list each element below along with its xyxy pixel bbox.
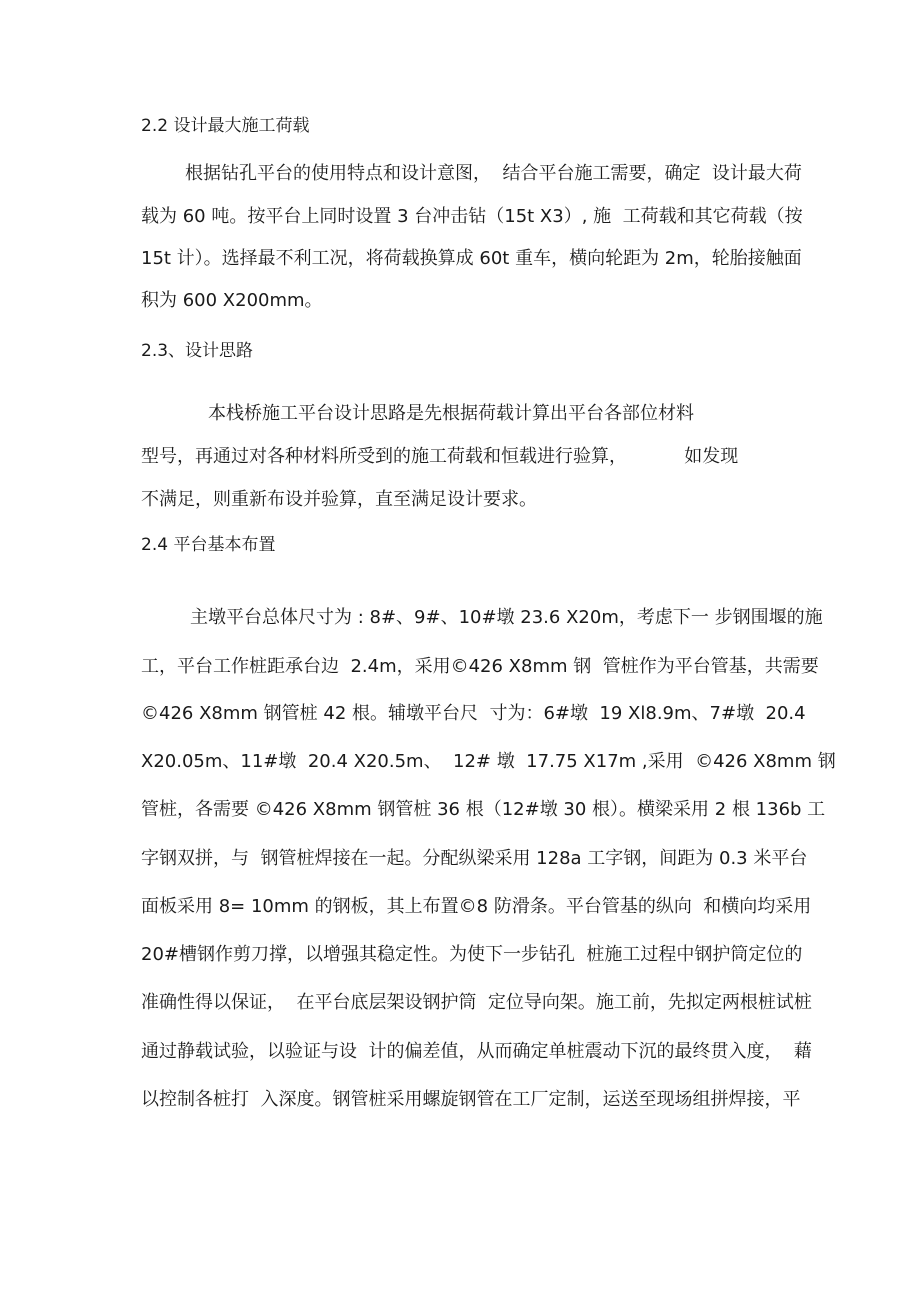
paragraph-line: 字钢双拼，与 钢管桩焊接在一起。分配纵梁采用 128a 工字钢，间距为 0.3 米平台 <box>141 848 808 869</box>
paragraph-line: 不满足，则重新布设并验算，直至满足设计要求。 <box>141 489 537 510</box>
paragraph-line: 主墩平台总体尺寸为 : 8#、9#、10#墩 23.6 X20m，考虑下一 步钢围堰的施 <box>190 607 823 628</box>
paragraph-line: 20#槽钢作剪刀撑，以增强其稳定性。为使下一步钻孔 桩施工过程中钢护筒定位的 <box>141 944 803 965</box>
paragraph-line: 工，平台工作桩距承台边 2.4m，采用©426 X8mm 钢 管桩作为平台管基，共需要 <box>141 656 819 677</box>
section-heading-2-4: 2.4 平台基本布置 <box>141 535 276 555</box>
paragraph-line: 本栈桥施工平台设计思路是先根据荷载计算出平台各部位材料 <box>208 403 694 424</box>
paragraph-line: 积为 600 X200mm。 <box>141 290 323 311</box>
paragraph-line: 管桩，各需要 ©426 X8mm 钢管桩 36 根（12#墩 30 根）。横梁采用 2 根 136b 工 <box>141 799 826 820</box>
paragraph-line: 面板采用 8= 10mm 的钢板，其上布置©8 防滑条。平台管基的纵向 和横向均采用 <box>141 896 812 917</box>
section-heading-2-3: 2.3、设计思路 <box>141 341 254 361</box>
paragraph-line: ©426 X8mm 钢管桩 42 根。辅墩平台尺 寸为：6#墩 19 Xl8.9m、7#墩 20.4 <box>141 703 806 724</box>
paragraph-line: 15t 计）。选择最不利工况，将荷载换算成 60t 重车，横向轮距为 2m，轮胎接触面 <box>141 248 802 269</box>
paragraph-line: 准确性得以保证， 在平台底层架设钢护筒 定位导向架。施工前，先拟定两根桩试桩 <box>141 992 812 1013</box>
paragraph-line: 型号，再通过对各种材料所受到的施工荷载和恒载进行验算， 如发现 <box>141 446 739 467</box>
section-heading-2-2: 2.2 设计最大施工荷载 <box>141 116 310 136</box>
paragraph-line: 以控制各桩打 入深度。钢管桩采用螺旋钢管在工厂定制，运送至现场组拼焊接，平 <box>141 1089 801 1110</box>
paragraph-line: 根据钻孔平台的使用特点和设计意图， 结合平台施工需要，确定 设计最大荷 <box>185 163 802 184</box>
paragraph-line: 载为 60 吨。按平台上同时设置 3 台冲击钻（15t X3）, 施 工荷载和其它荷载（按 <box>141 206 803 227</box>
paragraph-line: X20.05m、11#墩 20.4 X20.5m、 12# 墩 17.75 X17m ,采用 ©426 X8mm 钢 <box>141 751 836 772</box>
paragraph-line: 通过静载试验，以验证与设 计的偏差值，从而确定单桩震动下沉的最终贯入度， 藉 <box>141 1041 812 1062</box>
